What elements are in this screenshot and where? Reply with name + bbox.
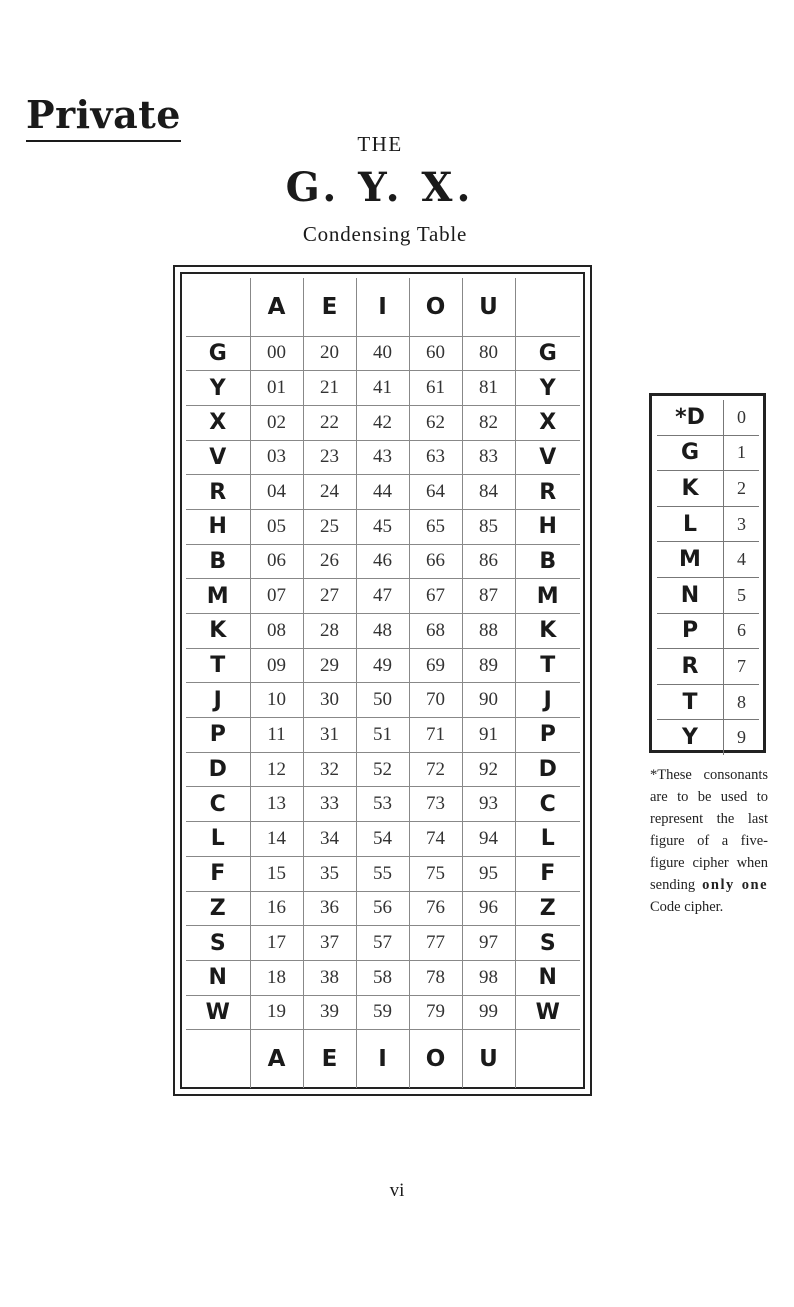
table-row [186, 440, 580, 475]
row-letter-left: V [186, 440, 250, 475]
table-row [186, 475, 580, 510]
code-number: 59 [356, 995, 409, 1030]
table-row [186, 926, 580, 961]
side-table-row [657, 613, 759, 649]
consonant-digit-table [657, 400, 759, 755]
title-prefix: THE [357, 132, 403, 156]
row-letter-left: J [186, 683, 250, 718]
row-letter-right: C [515, 787, 580, 822]
code-number: 44 [356, 475, 409, 510]
code-number: 93 [462, 787, 515, 822]
code-number: 56 [356, 891, 409, 926]
code-number: 35 [303, 856, 356, 891]
code-number: 33 [303, 787, 356, 822]
code-number: 28 [303, 614, 356, 649]
row-letter-left: C [186, 787, 250, 822]
row-letter-left: Y [186, 371, 250, 406]
row-letter-right: M [515, 579, 580, 614]
vowel-header-i: I [356, 278, 409, 336]
code-number: 65 [409, 509, 462, 544]
code-number: 17 [250, 926, 303, 961]
consonant-cell: R [657, 649, 724, 685]
row-letter-left: H [186, 509, 250, 544]
table-row [186, 856, 580, 891]
top-vowel-row [186, 278, 580, 336]
consonant-cell: P [657, 613, 724, 649]
code-number: 26 [303, 544, 356, 579]
table-row [186, 683, 580, 718]
code-number: 78 [409, 960, 462, 995]
row-letter-right: T [515, 648, 580, 683]
row-letter-right: V [515, 440, 580, 475]
table-row [186, 405, 580, 440]
code-number: 13 [250, 787, 303, 822]
row-letter-left: W [186, 995, 250, 1030]
code-number: 71 [409, 718, 462, 753]
code-number: 30 [303, 683, 356, 718]
vowel-header-a: A [250, 278, 303, 336]
code-number: 87 [462, 579, 515, 614]
code-number: 83 [462, 440, 515, 475]
code-number: 03 [250, 440, 303, 475]
side-table-row [657, 435, 759, 471]
code-number: 18 [250, 960, 303, 995]
row-letter-right: K [515, 614, 580, 649]
vowel-header-a: A [250, 1030, 303, 1088]
code-number: 95 [462, 856, 515, 891]
code-number: 46 [356, 544, 409, 579]
row-letter-right: S [515, 926, 580, 961]
code-number: 81 [462, 371, 515, 406]
table-row [186, 336, 580, 371]
code-number: 02 [250, 405, 303, 440]
table-row [186, 891, 580, 926]
code-number: 54 [356, 822, 409, 857]
row-letter-right: D [515, 752, 580, 787]
row-letter-left: D [186, 752, 250, 787]
code-number: 24 [303, 475, 356, 510]
code-number: 00 [250, 336, 303, 371]
code-number: 27 [303, 579, 356, 614]
side-table-row [657, 542, 759, 578]
row-letter-left: G [186, 336, 250, 371]
code-number: 69 [409, 648, 462, 683]
side-table-row [657, 720, 759, 755]
code-number: 90 [462, 683, 515, 718]
code-number: 73 [409, 787, 462, 822]
consonant-cell: G [657, 435, 724, 471]
code-number: 64 [409, 475, 462, 510]
code-number: 14 [250, 822, 303, 857]
vowel-header-e: E [303, 278, 356, 336]
code-number: 20 [303, 336, 356, 371]
private-heading: Private [26, 92, 181, 142]
vowel-header-i: I [356, 1030, 409, 1088]
vowel-header-o: O [409, 1030, 462, 1088]
table-row [186, 614, 580, 649]
table-row [186, 509, 580, 544]
code-number: 36 [303, 891, 356, 926]
code-number: 04 [250, 475, 303, 510]
code-number: 15 [250, 856, 303, 891]
code-number: 63 [409, 440, 462, 475]
page-title: G. Y. X. [285, 164, 475, 211]
code-number: 92 [462, 752, 515, 787]
code-number: 53 [356, 787, 409, 822]
row-letter-left: N [186, 960, 250, 995]
code-number: 82 [462, 405, 515, 440]
row-letter-left: B [186, 544, 250, 579]
code-number: 19 [250, 995, 303, 1030]
side-table-row [657, 471, 759, 507]
side-table-row [657, 577, 759, 613]
row-letter-right: F [515, 856, 580, 891]
code-number: 05 [250, 509, 303, 544]
row-letter-right: P [515, 718, 580, 753]
digit-cell: 3 [724, 506, 760, 542]
row-letter-left: X [186, 405, 250, 440]
code-number: 88 [462, 614, 515, 649]
footnote [650, 764, 768, 918]
condensing-table [186, 278, 580, 1088]
code-number: 66 [409, 544, 462, 579]
code-number: 32 [303, 752, 356, 787]
table-row [186, 822, 580, 857]
code-number: 60 [409, 336, 462, 371]
corner-cell [186, 1030, 250, 1088]
code-number: 96 [462, 891, 515, 926]
code-number: 47 [356, 579, 409, 614]
code-number: 12 [250, 752, 303, 787]
corner-cell [515, 1030, 580, 1088]
row-letter-left: Z [186, 891, 250, 926]
row-letter-left: P [186, 718, 250, 753]
code-number: 37 [303, 926, 356, 961]
row-letter-left: R [186, 475, 250, 510]
row-letter-left: S [186, 926, 250, 961]
row-letter-left: L [186, 822, 250, 857]
code-number: 40 [356, 336, 409, 371]
consonant-cell: N [657, 577, 724, 613]
consonant-cell: L [657, 506, 724, 542]
consonant-cell: Y [657, 720, 724, 755]
code-number: 41 [356, 371, 409, 406]
code-number: 94 [462, 822, 515, 857]
code-number: 86 [462, 544, 515, 579]
code-number: 08 [250, 614, 303, 649]
code-number: 21 [303, 371, 356, 406]
vowel-header-e: E [303, 1030, 356, 1088]
code-number: 61 [409, 371, 462, 406]
code-number: 58 [356, 960, 409, 995]
row-letter-left: T [186, 648, 250, 683]
digit-cell: 9 [724, 720, 760, 755]
code-number: 49 [356, 648, 409, 683]
page-number: vi [389, 1180, 405, 1201]
footnote-emphasis-only: only [702, 877, 735, 893]
code-number: 43 [356, 440, 409, 475]
corner-cell [515, 278, 580, 336]
digit-cell: 4 [724, 542, 760, 578]
side-table-row [657, 684, 759, 720]
row-letter-right: B [515, 544, 580, 579]
code-number: 97 [462, 926, 515, 961]
footnote-text-end: Code cipher. [650, 899, 724, 915]
row-letter-right: Y [515, 371, 580, 406]
code-number: 67 [409, 579, 462, 614]
table-row [186, 544, 580, 579]
table-row [186, 787, 580, 822]
table-row [186, 752, 580, 787]
vowel-header-u: U [462, 1030, 515, 1088]
code-number: 91 [462, 718, 515, 753]
code-number: 98 [462, 960, 515, 995]
code-number: 06 [250, 544, 303, 579]
table-row [186, 995, 580, 1030]
code-number: 85 [462, 509, 515, 544]
code-number: 76 [409, 891, 462, 926]
code-number: 74 [409, 822, 462, 857]
code-number: 22 [303, 405, 356, 440]
consonant-cell: *D [657, 400, 724, 435]
code-number: 84 [462, 475, 515, 510]
row-letter-right: N [515, 960, 580, 995]
table-row [186, 960, 580, 995]
row-letter-right: X [515, 405, 580, 440]
code-number: 57 [356, 926, 409, 961]
code-number: 50 [356, 683, 409, 718]
table-row [186, 371, 580, 406]
digit-cell: 0 [724, 400, 760, 435]
bottom-vowel-row [186, 1030, 580, 1088]
digit-cell: 2 [724, 471, 760, 507]
code-number: 31 [303, 718, 356, 753]
consonant-cell: K [657, 471, 724, 507]
code-number: 55 [356, 856, 409, 891]
side-table-row [657, 506, 759, 542]
vowel-header-u: U [462, 278, 515, 336]
row-letter-right: H [515, 509, 580, 544]
page-subtitle: Condensing Table [302, 222, 468, 246]
table-row [186, 579, 580, 614]
code-number: 23 [303, 440, 356, 475]
side-table-row [657, 649, 759, 685]
digit-cell: 1 [724, 435, 760, 471]
code-number: 11 [250, 718, 303, 753]
code-number: 45 [356, 509, 409, 544]
digit-cell: 5 [724, 577, 760, 613]
row-letter-left: M [186, 579, 250, 614]
code-number: 77 [409, 926, 462, 961]
footnote-text: *These consonants are to be used to represent the last figure of a five-figure cipher when sending [650, 767, 768, 893]
consonant-cell: M [657, 542, 724, 578]
row-letter-left: F [186, 856, 250, 891]
row-letter-right: W [515, 995, 580, 1030]
code-number: 01 [250, 371, 303, 406]
side-table-row [657, 400, 759, 435]
code-number: 25 [303, 509, 356, 544]
row-letter-left: K [186, 614, 250, 649]
code-number: 16 [250, 891, 303, 926]
digit-cell: 7 [724, 649, 760, 685]
code-number: 42 [356, 405, 409, 440]
row-letter-right: R [515, 475, 580, 510]
code-number: 62 [409, 405, 462, 440]
code-number: 48 [356, 614, 409, 649]
table-row [186, 718, 580, 753]
code-number: 10 [250, 683, 303, 718]
code-number: 51 [356, 718, 409, 753]
row-letter-right: L [515, 822, 580, 857]
code-number: 09 [250, 648, 303, 683]
code-number: 38 [303, 960, 356, 995]
code-number: 89 [462, 648, 515, 683]
footnote-emphasis-one: one [741, 877, 769, 893]
code-number: 52 [356, 752, 409, 787]
row-letter-right: Z [515, 891, 580, 926]
code-number: 99 [462, 995, 515, 1030]
vowel-header-o: O [409, 278, 462, 336]
code-number: 39 [303, 995, 356, 1030]
code-number: 07 [250, 579, 303, 614]
code-number: 75 [409, 856, 462, 891]
code-number: 70 [409, 683, 462, 718]
code-number: 80 [462, 336, 515, 371]
corner-cell [186, 278, 250, 336]
digit-cell: 8 [724, 684, 760, 720]
code-number: 29 [303, 648, 356, 683]
digit-cell: 6 [724, 613, 760, 649]
row-letter-right: G [515, 336, 580, 371]
consonant-cell: T [657, 684, 724, 720]
code-number: 34 [303, 822, 356, 857]
row-letter-right: J [515, 683, 580, 718]
code-number: 79 [409, 995, 462, 1030]
table-row [186, 648, 580, 683]
code-number: 72 [409, 752, 462, 787]
code-number: 68 [409, 614, 462, 649]
